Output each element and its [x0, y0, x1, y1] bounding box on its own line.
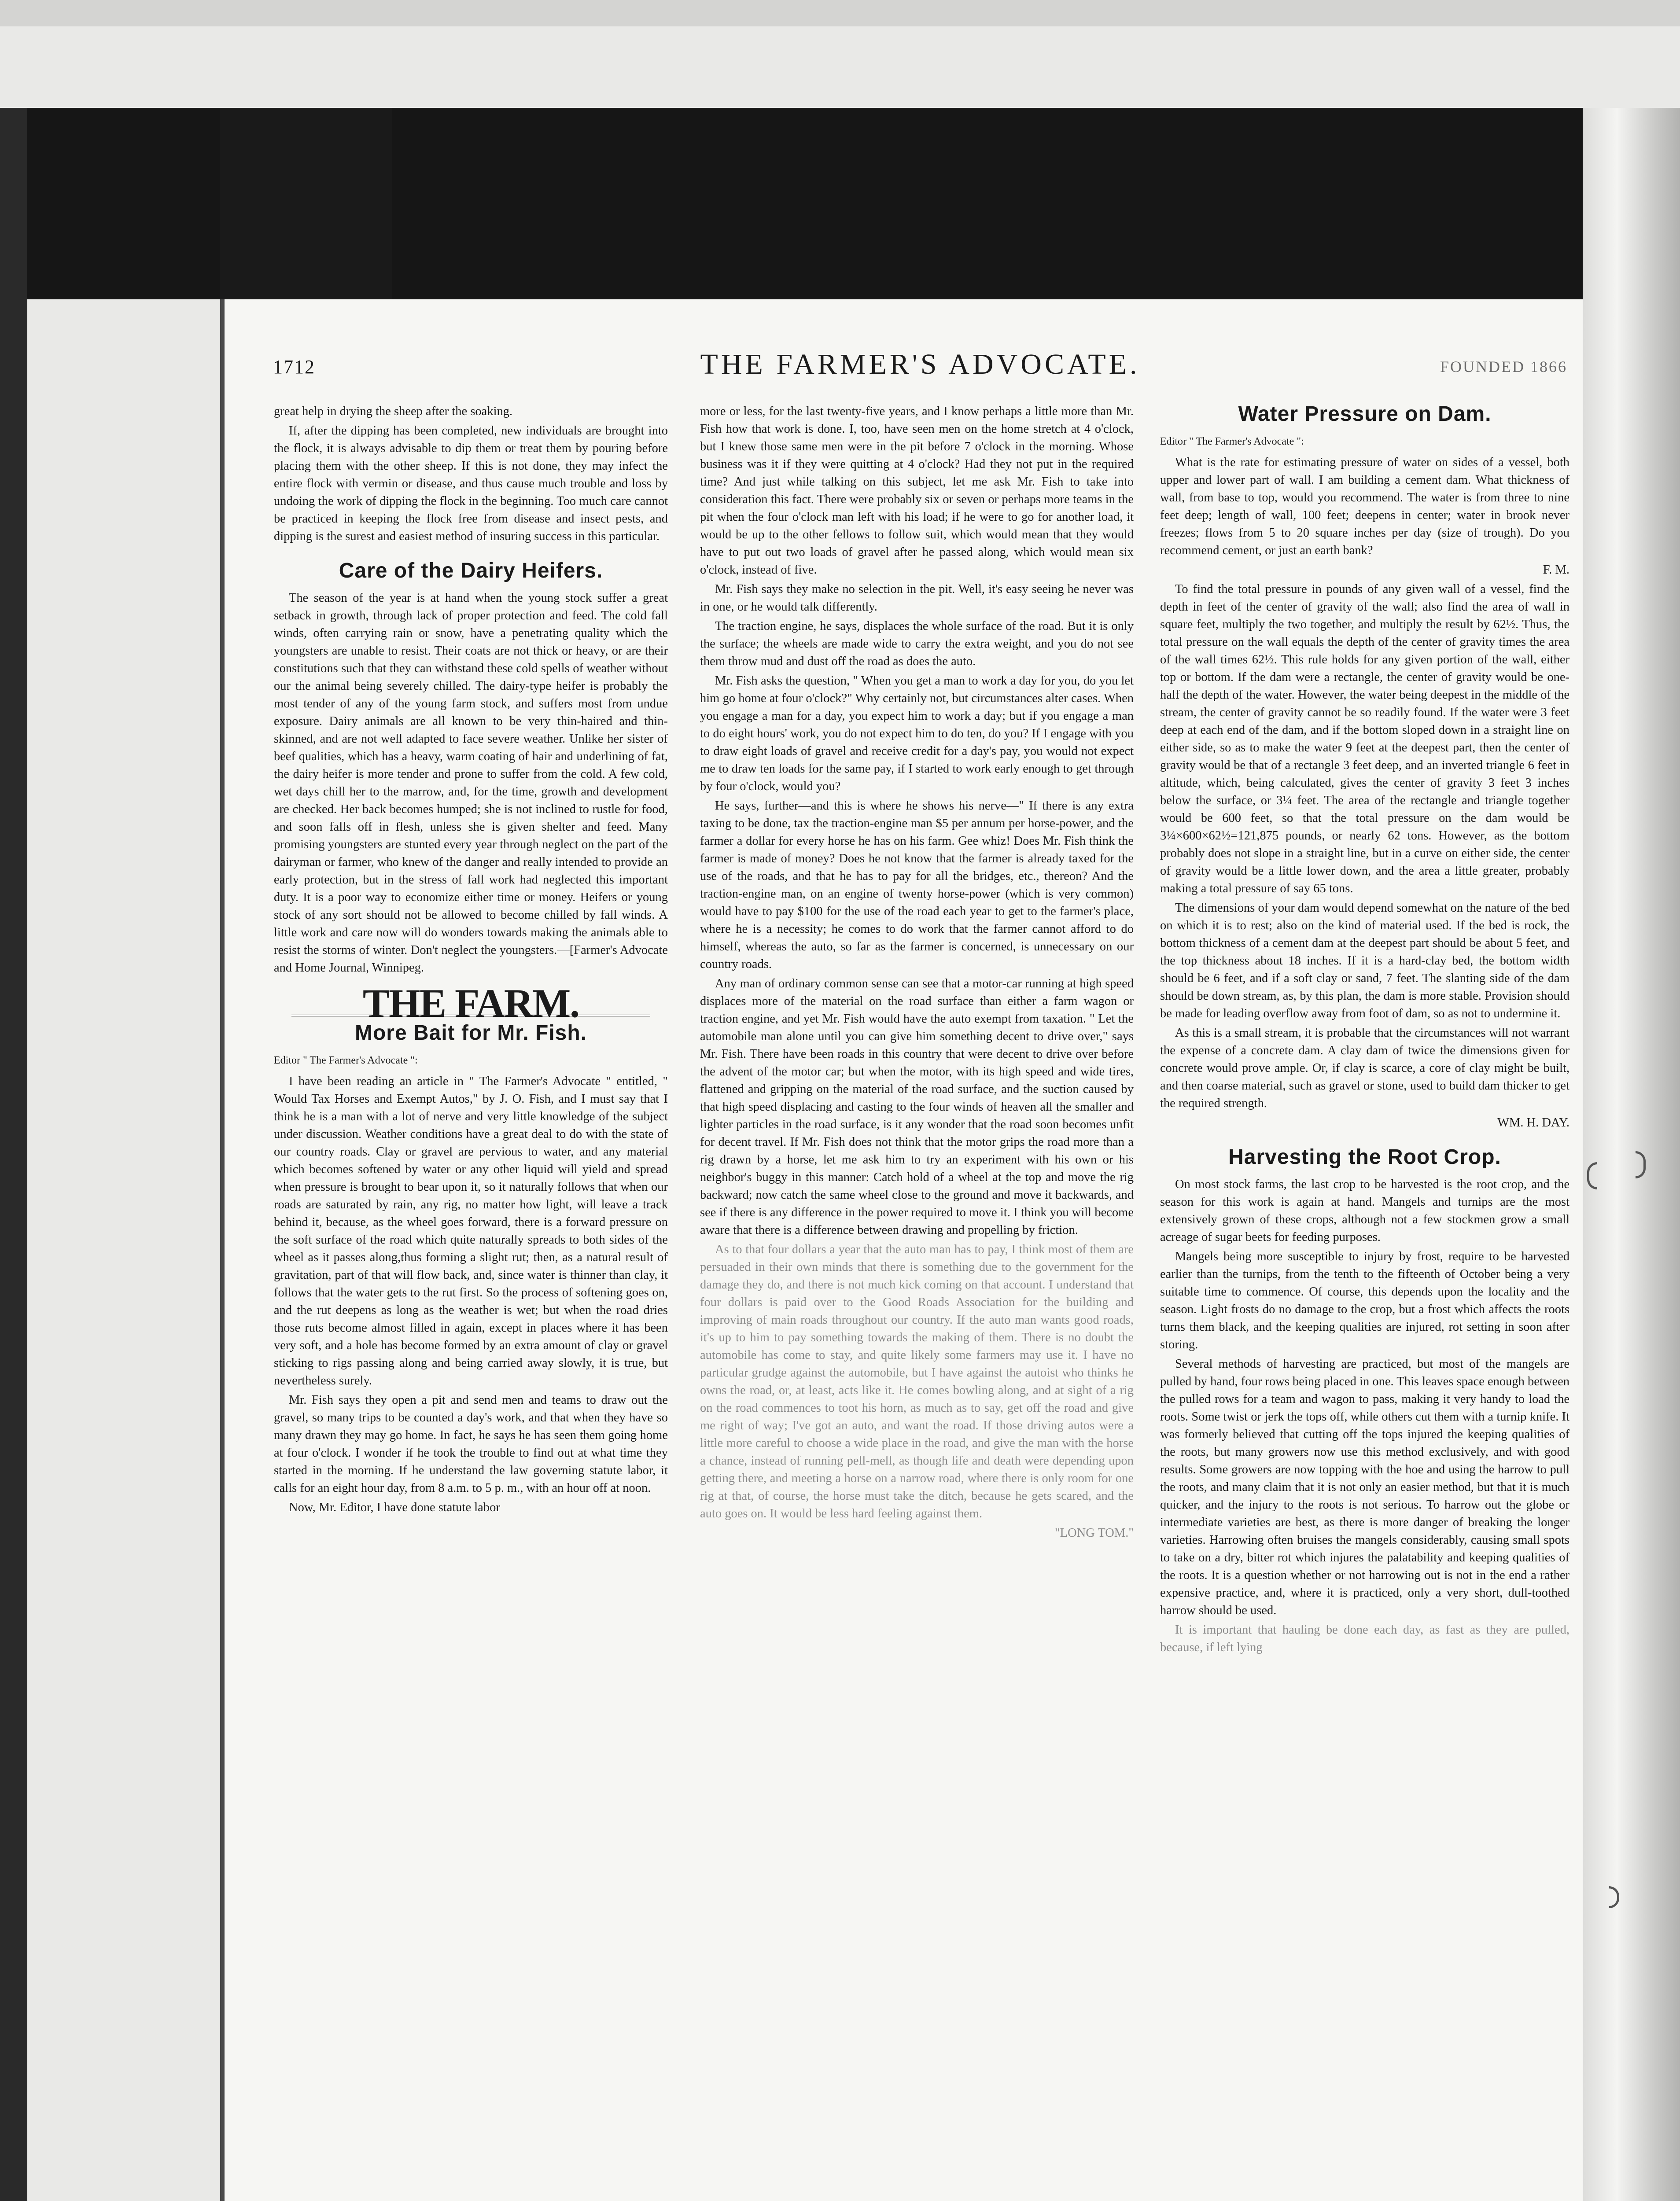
paragraph: On most stock farms, the last crop to be harvested is the root crop, and the season for this work is again at hand. Mangels and turnips are the most extensively grown of these crops, although not a few stockmen grow a small acreage of sugar beets for feeding purposes. — [1160, 1178, 1569, 1244]
paragraph: Mr. Fish asks the question, " When you get a man to work a day for you, do you let him go home at four o'clock?" Why certainly not, but circumstances alter cases. When you engage a man for a day, you expect him to work a day; but if you engage a man to do eight hours' work, you do not expect him to do ten, do you? If I engage with you to draw eight loads of gravel and receive credit for a day's pay, you would not expect me to draw ten loads for the same pay, if I started to work early enough to get through by four o'clock, would you? — [700, 674, 1134, 793]
binding-spine — [1583, 108, 1680, 2201]
paragraph: If, after the dipping has been completed, new individuals are brought into the flock, it is always advisable to dip them or treat them by pouring before placing them with the other sheep. If this is not done, they may infect the entire flock with vermin or disease, and thus cause much trouble and loss by undoing the work of dipping the flock in the beginning. Too much care cannot be practiced in keeping the flock free from disease and insect pests, and dipping is the surest and easiest method of insuring success in this particular. — [274, 424, 668, 543]
running-head — [273, 348, 1567, 387]
paragraph: Mr. Fish says they make no selection in the pit. Well, it's easy seeing he never was in one, or he would talk differently. — [700, 582, 1134, 614]
column-1 — [274, 403, 668, 1518]
binding-clip-icon — [1587, 1162, 1597, 1189]
editor-line: Editor " The Farmer's Advocate ": — [1160, 436, 1304, 447]
article-heading-more-bait: More Bait for Mr. Fish. — [354, 1021, 587, 1045]
section-title-the-farm: THE FARM. — [362, 981, 579, 1026]
paragraph: Several methods of harvesting are practiced, but most of the mangels are pulled by hand, four rows being placed in one. This leaves space enough between the pulled rows for a team and wagon to pass, making it very handy to load the roots. Some twist or jerk the tops off, while others cut them with a turnip knife. It was formerly believed that cutting off the tops injured the keeping qualities of the roots, but many growers now use this method exclusively, and with good results. Some growers are now topping with the hoe and using the harrow to pull the roots, and many claim that it is not only an easier method, but that it is much quicker, and the injury to the roots is not serious. To harrow out the globe or intermediate varieties are best, as there is more danger of breaking the longer varieties. Harrowing often bruises the mangels considerably, causing small spots to take on a dry, bitter rot which injures the palatability and keeping qualities of the roots. It is a question whether or not harrowing out is not in the end a rather expensive practice, and, where it is practiced, only a very short, dull-toothed harrow should be used. — [1160, 1357, 1569, 1617]
paragraph: To find the total pressure in pounds of any given wall of a vessel, find the depth in feet of the center of gravity of the wall; also find the area of wall in square feet, multiply the two together, and multiply the result by 62½. Thus, the total pressure on the wall equals the depth of the center of gravity times the area of the wall times 62½. This rule holds for any given portion of the wall, either top or bottom. If the dam were a rectangle, the center of gravity would be one-half the depth of the water. However, the water being deepest in the middle of the stream, the center of gravity cannot be so readily found. If the water were 3 feet deep at each end of the dam, and if the bottom sloped down in a straight line on either side, so as to make the water 9 feet at the deepest part, then the center of gravity would be that of a rectangle 3 feet deep, and an inverted triangle 6 feet in altitude, which, being calculated, gives the center of gravity 3 feet 3 inches below the surface, or 3¼ feet. The area of the rectangle and triangle together would be 600 feet, so that the total pressure on the dam would be 3¼×600×62½=121,875 pounds, or nearly 62 tons. However, as the bottom probably does not slope in a straight line, but in a curve on either side, the center of gravity would be a little lower down, and the area a little greater, probably making a total pressure of say 65 tons. — [1160, 582, 1569, 895]
paragraph: Now, Mr. Editor, I have done statute labor — [289, 1501, 500, 1514]
journal-title: THE FARMER'S ADVOCATE. — [700, 348, 1140, 380]
signature: "LONG TOM." — [1055, 1526, 1134, 1540]
paragraph: The season of the year is at hand when the young stock suffer a great setback in growth, through lack of proper protection and feed. The cold fall winds, often carrying rain or snow, have a penetrating quality which the youngsters are unable to resist. Their coats are not thick or heavy, or are their constitutions such that they can withstand these cold spells of weather without our the animal being severely chilled. The dairy-type heifer is probably the most tender of any of the young farm stock, and suffers most from undue exposure. Dairy animals are all known to be very thin-haired and thin-skinned, and are not well adapted to face severe weather. Unlike her sister of beef qualities, which has a heavy, warm coating of hair and underlining of fat, the dairy heifer is more tender and prone to suffer from the cold. A few cold, wet days chill her to the marrow, and, for the time, growth and development are checked. Her back becomes humped; she is not inclined to rustle for food, and soon falls off in flesh, unless she is given shelter and feed. Many promising youngsters are stunted every year through neglect on the part of the dairyman or farmer, who knew of the danger and really intended to provide an early protection, but in the stress of fall work had neglected this important duty. It is a poor way to economize either time or money. Heifers or young stock of any sort should not be allowed to become chilled by fall winds. A little work and care now will do wonders towards making the animals able to resist the storms of winter. Don't neglect the youngsters.—[Farmer's Advocate and Home Journal, Winnipeg. — [274, 591, 668, 975]
page-number: 1712 — [273, 356, 315, 378]
paragraph: The dimensions of your dam would depend somewhat on the nature of the bed on which it is to rest; also on the kind of material used. If the bed is rock, the bottom thickness of a cement dam at the deepest part should be about 5 feet, and the top thickness about 18 inches. If it is a hard-clay bed, the bottom width should be 6 feet, and if a soft clay or sand, 7 feet. The slanting side of the dam should be down stream, as, by this plan, the dam is more stable. Provision should be made for leading overflow away from foot of dam, so as not to undermine it. — [1160, 901, 1569, 1020]
paragraph: great help in drying the sheep after the soaking. — [274, 405, 513, 418]
paragraph: Mangels being more susceptible to injury by frost, require to be harvested earlier than the turnips, from the tenth to the fifteenth of October being a very suitable time to commence. Of course, this depends upon the locality and the season. Light frosts do no damage to the crop, but a frost which affects the roots turns them black, and the keeping qualities are injured, rot setting in soon after storing. — [1160, 1250, 1569, 1351]
paragraph: more or less, for the last twenty-five years, and I know perhaps a little more than Mr. Fish how that work is done. I, too, have seen men on the home stretch at 4 o'clock, but I knew those same men were in the pit before 7 o'clock in the morning. Whose business was it if they were quitting at 4 o'clock? Had they not put in the required time? And just while talking on this subject, let me ask Mr. Fish to take into consideration this fact. There were probably six or seven or perhaps more teams in the pit when the four o'clock man left with his load; if he were to go for another load, it would be up to the other fellows to follow suit, which would mean that they would have to put out two loads of gravel after he passed along, which would mean six o'clock, instead of five. — [700, 405, 1134, 577]
answer-signature: WM. H. DAY. — [1497, 1116, 1569, 1130]
scan-left-edge — [0, 108, 27, 2201]
paragraph: The traction engine, he says, displaces the whole surface of the road. But it is only the surface; the wheels are made wide to carry the extra weight, and you do not see them throw mud and dust off the road as does the auto. — [700, 619, 1134, 668]
binding-clip-icon — [1636, 1151, 1646, 1178]
article-heading-root-crop: Harvesting the Root Crop. — [1228, 1145, 1501, 1169]
column-2 — [700, 403, 1134, 1544]
article-heading-dairy-heifers: Care of the Dairy Heifers. — [339, 559, 603, 582]
paragraph: He says, further—and this is where he shows his nerve—" If there is any extra taxing to be done, tax the traction-engine man $5 per annum per horse-power, and the farmer a dollar for every horse he has on his farm. Gee whiz! Does Mr. Fish think the farmer is made of money? Does he not know that the farmer is already taxed for the use of the roads, and that he has to pay for all the bridges, etc., thereon? And the traction-engine man, on an engine of twenty horse-power (which is very common) would have to pay $100 for the use of the road each year to get to the farmer's place, where he is a necessity; he comes to do work that the farmer cannot afford to do himself, whereas the auto, so far as the farmer is concerned, is unnecessary on our country roads. — [700, 799, 1134, 971]
scan-background — [0, 0, 1680, 26]
question-text: What is the rate for estimating pressure of water on sides of a vessel, both upper and lower part of wall. I am building a cement dam. What thickness of wall, from base to top, would you recommend. The water is from three to nine feet deep; length of wall, 100 feet; deepens in center; water in brook never freezes; flows from 5 to 20 square inches per day (size of trough). Do you recommend cement, or just an earth bank? — [1160, 456, 1569, 557]
paragraph: As to that four dollars a year that the auto man has to pay, I think most of them are persuaded in their own minds that there is something due to the government for the damage they do, and there is not much kick coming on that account. I understand that four dollars is paid over to the Good Roads Association for the building and improving of main roads throughout our country. If the auto man wants good roads, it's up to him to pay something towards the making of them. There is no doubt the automobile has come to stay, and quite likely some farmers may use it. I have no particular grudge against the automobile, but I have against the autoist who thinks he owns the road, or, at least, acts like it. He comes bowling along, and at sight of a rig on the road commences to toot his horn, as much as to say, get off the road and give me right of way; I've got an auto, and want the road. If those driving autos were a little more careful to choose a wide place in the road, and give the man with the horse a chance, instead of running pell-mell, as though life and death were depending upon getting there, and meeting a horse on a narrow road, where there is only room for one rig at that, of course, the horse must take the ditch, because he gets scared, and the auto goes on. It would be less hard feeling against them. — [700, 1243, 1134, 1520]
paragraph: It is important that hauling be done each day, as fast as they are pulled, because, if left lying — [1160, 1623, 1569, 1654]
column-3 — [1160, 403, 1569, 1658]
editor-line: Editor " The Farmer's Advocate ": — [274, 1055, 418, 1066]
scan-shadow — [220, 108, 392, 299]
binding-anchor-icon — [1609, 1886, 1619, 1908]
question-signature: F. M. — [1543, 563, 1569, 577]
paragraph: Mr. Fish says they open a pit and send men and teams to draw out the gravel, so many trips to be counted a day's work, and that when they have so many drawn they may go home. In fact, he says he has seen them going home at four o'clock. I wonder if he took the trouble to find out at what time they started in the morning. If he understand the law governing statute labor, it calls for an eight hour day, from 8 a.m. to 5 p. m., with an hour off at noon. — [274, 1393, 668, 1495]
paragraph: I have been reading an article in " The Farmer's Advocate " entitled, " Would Tax Horses and Exempt Autos," by J. O. Fish, and I must say that I think he is a man with a lot of nerve and very little knowledge of the subject under discussion. Weather conditions have a great deal to do with the state of our country roads. Clay or gravel are pervious to water, and any material which becomes softened by water or any other liquid will yield and spread when pressure is brought to bear upon it, so it naturally follows that when our roads are saturated by rain, any rig, no matter how light, will leave a track behind it, because, as the wheel goes forward, there is a forward pressure on the soft surface of the road which quite naturally spreads to both sides of the wheel as it passes along,thus forming a slight rut; then, as a natural result of gravitation, part of that will flow back, and, since water is thinner than clay, it follows that the water gets to the rut first. So the process of softening goes on, and the rut deepens as long as the weather is wet; but when the road dries those ruts become almost filled in again, except in places where it has been very soft, and a hole has become formed by an extra amount of clay or gravel sticking to rigs passing along and being carried away slowly, it is true, but nevertheless surely. — [274, 1075, 668, 1388]
article-heading-water-pressure: Water Pressure on Dam. — [1238, 402, 1492, 426]
paragraph: As this is a small stream, it is probable that the circumstances will not warrant the expense of a concrete dam. A clay dam of twice the dimensions given for concrete would prove ample. Or, if clay is scarce, a core of clay might be built, and then coarse material, such as gravel or stone, used to build dam thicker to get the required strength. — [1160, 1026, 1569, 1110]
paragraph: Any man of ordinary common sense can see that a motor-car running at high speed displaces more of the material on the road surface than either a farm wagon or traction engine, and yet Mr. Fish would have the auto exempt from taxation. " Let the automobile man alone until you can give him something decent to drive over," says Mr. Fish. There have been roads in this country that were decent to drive over before the advent of the motor car; but when the motor, with its high speed and wide tires, flattened and gripping on the material of the road surface, and the suction caused by that high speed displacing and casting to the four winds of heaven all the smaller and lighter particles in the road surface, is it any wonder that the road soon becomes unfit for decent travel. If Mr. Fish does not think that the motor grips the road more than a rig drawn by a horse, let me ask him to try an experiment with his own or his neighbor's buggy in this manner: Catch hold of a wheel at the top and move the rig backward; now catch the same wheel close to the ground and move it backwards, and see if there is any difference in the power required to move it. I think you will become aware that there is a difference between drawing and propelling by friction. — [700, 977, 1134, 1237]
founded-note: FOUNDED 1866 — [1440, 358, 1567, 375]
